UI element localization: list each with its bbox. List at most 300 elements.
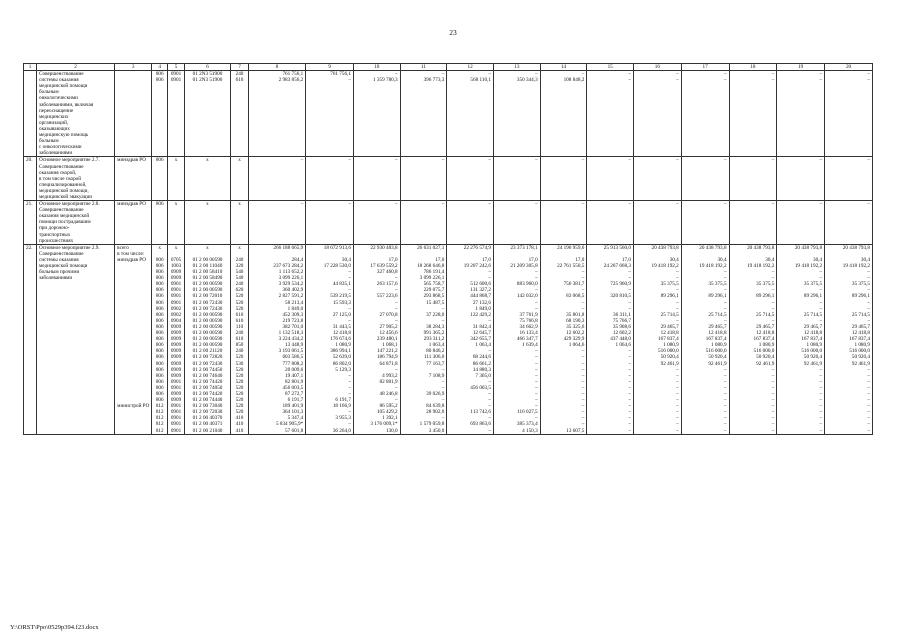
table-cell: 520	[231, 367, 248, 373]
table-cell: 28 902,0	[400, 409, 447, 415]
table-cell: 240	[231, 281, 248, 287]
table-cell: –	[681, 415, 729, 421]
table-cell: 20 438 793,8	[729, 244, 777, 251]
table-cell: –	[493, 275, 540, 281]
table-cell	[729, 150, 777, 157]
table-cell: –	[634, 318, 682, 324]
table-cell: 15 593,3	[306, 300, 354, 306]
table-cell	[115, 428, 152, 435]
table-cell: 806	[152, 391, 168, 397]
table-cell: –	[587, 385, 634, 391]
table-cell: 293 311,2	[400, 336, 447, 342]
table-cell: –	[306, 306, 354, 312]
table-cell: 15 487,5	[400, 300, 447, 306]
table-cell: –	[353, 397, 400, 403]
table-cell: –	[400, 201, 447, 208]
table-cell: 3 955,3	[306, 415, 354, 421]
header-cell: 12	[447, 64, 494, 71]
table-cell: 437 448,0	[587, 336, 634, 342]
table-cell	[681, 194, 729, 201]
table-cell: 84 639,8	[400, 403, 447, 409]
table-cell: 19 418 192,2	[777, 263, 825, 269]
table-cell: –	[493, 71, 540, 78]
table-cell: 1 063,4	[400, 342, 447, 348]
table-cell	[634, 194, 682, 201]
table-cell: 0901	[168, 281, 184, 287]
table-cell: 360 402,9	[248, 287, 306, 293]
table-cell: –	[634, 201, 682, 208]
table-cell	[37, 428, 115, 435]
table-cell: –	[540, 354, 587, 360]
table-cell: 12 602,2	[540, 330, 587, 336]
table-cell: 68 244,6	[447, 354, 494, 360]
table-cell: 806	[152, 269, 168, 275]
table-cell: 3 193 061,5	[248, 348, 306, 354]
table-cell: –	[634, 306, 682, 312]
table-cell: 806	[152, 263, 168, 269]
table-cell: 520	[231, 403, 248, 409]
table-cell: 991 365,2	[400, 330, 447, 336]
table-cell: 44 835,1	[306, 281, 354, 287]
table-cell: 20 009,6	[248, 367, 306, 373]
table-cell: 27 125,0	[306, 312, 354, 318]
table-cell: 620	[231, 287, 248, 293]
table-cell: –	[447, 428, 494, 435]
table-cell: 01 2 00 73040	[184, 403, 231, 409]
table-cell: –	[681, 287, 729, 293]
table-cell: 26 631 027,1	[400, 244, 447, 251]
table-cell: организаций,	[37, 120, 115, 126]
header-cell: 16	[634, 64, 682, 71]
table-cell: 75 766,7	[587, 318, 634, 324]
table-cell: –	[400, 415, 447, 421]
budget-table	[23, 63, 873, 435]
header-cell: 7	[231, 64, 248, 71]
table-cell: –	[353, 287, 400, 293]
table-cell: 12 418,8	[777, 330, 825, 336]
table-cell: –	[447, 71, 494, 78]
table-cell: –	[493, 367, 540, 373]
table-cell: –	[825, 373, 873, 379]
table-cell: 19 418 192,2	[825, 263, 873, 269]
table-cell: 756 381,7	[540, 281, 587, 287]
table-cell: 20 438 793,8	[777, 244, 825, 251]
table-row	[24, 244, 873, 251]
table-cell: 36 311,1	[587, 312, 634, 318]
table-cell	[634, 150, 682, 157]
table-cell: 3 099 226,1	[400, 275, 447, 281]
table-cell: –	[681, 306, 729, 312]
table-cell: 410	[231, 415, 248, 421]
table-cell: 0909	[168, 361, 184, 367]
table-cell: 263 157,6	[353, 281, 400, 287]
table-cell: 5 347,4	[248, 415, 306, 421]
table-cell: 24 267 668,3	[587, 263, 634, 269]
table-cell: –	[634, 275, 682, 281]
table-cell: 520	[231, 300, 248, 306]
table-cell: 30,4	[306, 257, 354, 263]
table-cell: –	[400, 385, 447, 391]
table-cell: 0909	[168, 367, 184, 373]
table-cell: 30,4	[825, 257, 873, 263]
table-cell: 7 108,9	[400, 373, 447, 379]
table-cell: 01 2 00 74640	[184, 373, 231, 379]
table-cell: –	[493, 269, 540, 275]
table-row	[24, 150, 873, 157]
table-cell: 806	[152, 354, 168, 360]
table-cell: 3 176 009,1*	[353, 421, 400, 427]
table-cell	[729, 238, 777, 245]
header-cell: 1	[24, 64, 37, 71]
table-cell: 806	[152, 77, 168, 83]
table-cell: 1 064,6	[540, 342, 587, 348]
table-cell: 1 579 059,8	[400, 421, 447, 427]
table-cell: 6 191,7	[306, 397, 354, 403]
table-cell	[24, 428, 37, 435]
table-cell: –	[400, 367, 447, 373]
table-cell: 342 655,7	[447, 336, 494, 342]
table-cell: 25 714,5	[777, 312, 825, 318]
table-cell: –	[493, 397, 540, 403]
table-cell: минздрав РО	[115, 157, 152, 164]
table-cell: 786 191,4	[400, 269, 447, 275]
table-cell: 806	[152, 373, 168, 379]
table-cell: 0909	[168, 354, 184, 360]
table-cell: –	[540, 415, 587, 421]
table-cell: 22 276 574,9	[447, 244, 494, 251]
table-cell: –	[306, 421, 354, 427]
table-cell: –	[587, 300, 634, 306]
table-cell: –	[681, 391, 729, 397]
table-cell: медицинской помощи,	[37, 188, 115, 194]
table-cell: 167 837,4	[729, 336, 777, 342]
table-cell: –	[493, 379, 540, 385]
table-cell	[306, 238, 354, 245]
table-cell: 18 672 913,6	[306, 244, 354, 251]
table-cell: –	[777, 269, 825, 275]
table-cell: 16 133,4	[493, 330, 540, 336]
table-cell	[447, 150, 494, 157]
table-cell: больным	[37, 138, 115, 144]
table-cell: 89 296,1	[681, 293, 729, 299]
table-cell: 22 761 550,5	[540, 263, 587, 269]
table-cell: 12 602,2	[587, 330, 634, 336]
table-cell: –	[777, 318, 825, 324]
table-cell: –	[540, 379, 587, 385]
table-cell: 0901	[168, 300, 184, 306]
table-cell: 516 000,0	[634, 348, 682, 354]
table-cell: 12 418,8	[681, 330, 729, 336]
table-cell: 293 868,5	[400, 293, 447, 299]
table-cell: –	[729, 428, 777, 435]
table-cell: –	[587, 428, 634, 435]
table-cell: 806	[152, 385, 168, 391]
table-cell: 01 2 00 00590	[184, 281, 231, 287]
table-cell	[634, 238, 682, 245]
table-cell: в том числе:	[115, 251, 152, 257]
table-cell	[184, 238, 231, 245]
table-cell: 5 129,3	[306, 367, 354, 373]
table-cell: 18 166,9	[306, 403, 354, 409]
table-cell: –	[587, 287, 634, 293]
table-cell: 364 101,3	[248, 409, 306, 415]
table-cell: 3 929 534,2	[248, 281, 306, 287]
header-cell: 20	[825, 64, 873, 71]
table-cell: –	[493, 157, 540, 164]
header-cell: 17	[681, 64, 729, 71]
table-cell: 516 000,0	[729, 348, 777, 354]
header-cell: 13	[493, 64, 540, 71]
table-cell: –	[447, 348, 494, 354]
table-cell: –	[825, 415, 873, 421]
table-cell: 530	[231, 361, 248, 367]
table-cell: –	[306, 391, 354, 397]
table-cell: –	[540, 421, 587, 427]
table-cell: 0909	[168, 269, 184, 275]
table-cell: –	[587, 306, 634, 312]
table-cell: 38 284,3	[400, 324, 447, 330]
table-cell: –	[777, 391, 825, 397]
table-cell: 806	[152, 342, 168, 348]
table-cell: –	[634, 269, 682, 275]
table-row	[24, 428, 873, 435]
table-cell: 131 327,2	[447, 287, 494, 293]
table-cell	[400, 238, 447, 245]
table-cell: 48 246,8	[353, 391, 400, 397]
table-cell: 17,0	[540, 257, 587, 263]
table-cell: –	[587, 77, 634, 83]
table-cell: 0901	[168, 415, 184, 421]
header-row	[24, 64, 873, 71]
table-cell: 19 418 192,2	[634, 263, 682, 269]
table-cell	[24, 194, 37, 201]
table-cell: 17,0	[353, 257, 400, 263]
table-cell: 167 837,4	[681, 336, 729, 342]
table-cell: –	[777, 373, 825, 379]
table-cell: –	[587, 391, 634, 397]
table-cell: 1 080,9	[634, 342, 682, 348]
table-cell: 1 132 518,3	[248, 330, 306, 336]
table-cell: –	[634, 391, 682, 397]
table-cell: –	[825, 391, 873, 397]
table-cell: 83 068,5	[540, 293, 587, 299]
table-cell: 130,0	[353, 428, 400, 435]
table-cell: 1 068,1	[353, 342, 400, 348]
table-cell: 456 003,5	[447, 385, 494, 391]
table-cell: –	[681, 385, 729, 391]
table-cell: 30,4	[777, 257, 825, 263]
table-cell: 466 347,7	[493, 336, 540, 342]
table-cell: –	[777, 77, 825, 83]
table-cell: 2 827 591,2	[248, 293, 306, 299]
table-cell: –	[447, 201, 494, 208]
table-cell: –	[353, 385, 400, 391]
table-row	[24, 71, 873, 78]
table-cell: 1 080,9	[825, 342, 873, 348]
table-cell: 89 296,1	[777, 293, 825, 299]
table-cell: 12 418,8	[634, 330, 682, 336]
table-cell: –	[825, 275, 873, 281]
table-cell: 806	[152, 318, 168, 324]
table-cell: 806	[152, 330, 168, 336]
table-cell: –	[587, 157, 634, 164]
table-cell: 320 810,5	[587, 293, 634, 299]
header-cell: 15	[587, 64, 634, 71]
table-cell	[729, 194, 777, 201]
table-cell: –	[306, 409, 354, 415]
header-cell: 2	[37, 64, 115, 71]
table-cell: 610	[231, 312, 248, 318]
table-cell: 25 714,5	[825, 312, 873, 318]
table-cell: 01 2 00 58410	[184, 269, 231, 275]
table-cell: –	[447, 379, 494, 385]
table-cell: 1 359 780,3	[353, 77, 400, 83]
table-cell: –	[634, 373, 682, 379]
table-cell: в том числе скорой	[37, 176, 115, 182]
table-cell: 520	[231, 379, 248, 385]
header-cell: 5	[168, 64, 184, 71]
table-cell: –	[729, 71, 777, 78]
table-cell: –	[493, 300, 540, 306]
table-cell: 0901	[168, 403, 184, 409]
table-cell: –	[729, 403, 777, 409]
table-cell: 806	[152, 379, 168, 385]
table-cell: 806	[152, 300, 168, 306]
table-cell: Совершенствование	[37, 71, 115, 78]
table-cell: –	[493, 354, 540, 360]
table-cell: –	[353, 71, 400, 78]
table-cell	[24, 150, 37, 157]
header-cell: 11	[400, 64, 447, 71]
table-cell: 39 026,9	[400, 391, 447, 397]
table-cell	[777, 194, 825, 201]
table-cell: 01 2 00 72430	[184, 300, 231, 306]
table-cell: –	[729, 275, 777, 281]
table-cell: 429 329,9	[540, 336, 587, 342]
table-cell: 27 905,2	[353, 324, 400, 330]
table-cell: 520	[231, 409, 248, 415]
table-cell: специализированной,	[37, 182, 115, 188]
table-cell: 0902	[168, 312, 184, 318]
table-cell: –	[634, 287, 682, 293]
table-cell: 30,4	[729, 257, 777, 263]
table-cell: 850	[231, 342, 248, 348]
table-cell: 806	[152, 157, 168, 164]
table-cell: –	[400, 71, 447, 78]
table-cell	[447, 238, 494, 245]
table-cell	[152, 194, 168, 201]
footer-file-path: Y:\ORST\Ppo\0529p394.f23.docx	[10, 624, 99, 631]
table-cell	[168, 238, 184, 245]
table-cell	[306, 150, 354, 157]
table-cell: –	[825, 409, 873, 415]
table-cell: 0909	[168, 348, 184, 354]
table-cell: 24 196 959,6	[540, 244, 587, 251]
table-cell	[152, 150, 168, 157]
table-cell: –	[634, 300, 682, 306]
table-cell: 58 213,4	[248, 300, 306, 306]
table-cell	[540, 194, 587, 201]
table-cell: x	[168, 244, 184, 251]
table-cell: 01 2 00 74420	[184, 391, 231, 397]
table-cell: 75 766,8	[493, 318, 540, 324]
table-cell: –	[353, 367, 400, 373]
table-cell: x	[152, 244, 168, 251]
table-cell: 1 064,6	[587, 342, 634, 348]
table-cell: 50 920,4	[729, 354, 777, 360]
table-cell: –	[353, 300, 400, 306]
table-cell: –	[540, 157, 587, 164]
table-cell: 17,0	[493, 257, 540, 263]
table-cell	[184, 150, 231, 157]
table-cell: 35 375,5	[825, 281, 873, 287]
table-cell: 110	[231, 324, 248, 330]
table-cell: медицинских	[37, 114, 115, 120]
table-cell: x	[184, 244, 231, 251]
table-cell: –	[681, 409, 729, 415]
table-cell: 167 837,4	[634, 336, 682, 342]
table-cell: –	[587, 379, 634, 385]
page-number: 23	[449, 28, 457, 37]
table-cell: 108 848,2	[540, 77, 587, 83]
table-cell: –	[493, 415, 540, 421]
table-cell: 240	[231, 257, 248, 263]
table-cell: –	[540, 306, 587, 312]
table-cell: –	[825, 385, 873, 391]
table-cell: 37 761,9	[493, 312, 540, 318]
table-cell: 13 448,9	[248, 342, 306, 348]
table-cell: –	[587, 71, 634, 78]
table-cell: 35 375,5	[681, 281, 729, 287]
table-cell: 806	[152, 201, 168, 208]
table-cell: Совершенствование	[37, 164, 115, 170]
table-cell: 12 418,8	[729, 330, 777, 336]
table-cell	[777, 238, 825, 245]
table-row	[24, 238, 873, 245]
table-cell: –	[777, 71, 825, 78]
table-cell: –	[540, 71, 587, 78]
table-cell: 444 868,7	[447, 293, 494, 299]
table-cell: 19 418 192,2	[729, 263, 777, 269]
table-cell: –	[540, 269, 587, 275]
table-cell	[115, 238, 152, 245]
table-cell	[231, 194, 248, 201]
table-cell: медицинской помощи	[37, 263, 115, 269]
table-cell: –	[729, 421, 777, 427]
table-cell: 22.	[24, 244, 37, 251]
table-cell: 603 586,5	[248, 354, 306, 360]
table-cell: 167 837,4	[825, 336, 873, 342]
table-cell: –	[729, 391, 777, 397]
table-cell: –	[825, 287, 873, 293]
table-cell: –	[353, 306, 400, 312]
table-cell: 1 080,9	[681, 342, 729, 348]
table-cell: –	[587, 354, 634, 360]
table-cell: 52 639,0	[306, 354, 354, 360]
table-cell: 0909	[168, 373, 184, 379]
table-cell: 122 429,2	[447, 312, 494, 318]
header-cell: 3	[115, 64, 152, 71]
table-cell: 01 2 00 74450	[184, 367, 231, 373]
table-cell: 111 306,0	[400, 354, 447, 360]
table-cell: 1 080,9	[729, 342, 777, 348]
table-cell: 806	[152, 397, 168, 403]
table-cell: –	[777, 397, 825, 403]
table-cell	[231, 238, 248, 245]
table-cell: 540	[231, 269, 248, 275]
table-cell: 806	[152, 306, 168, 312]
table-cell: –	[540, 391, 587, 397]
